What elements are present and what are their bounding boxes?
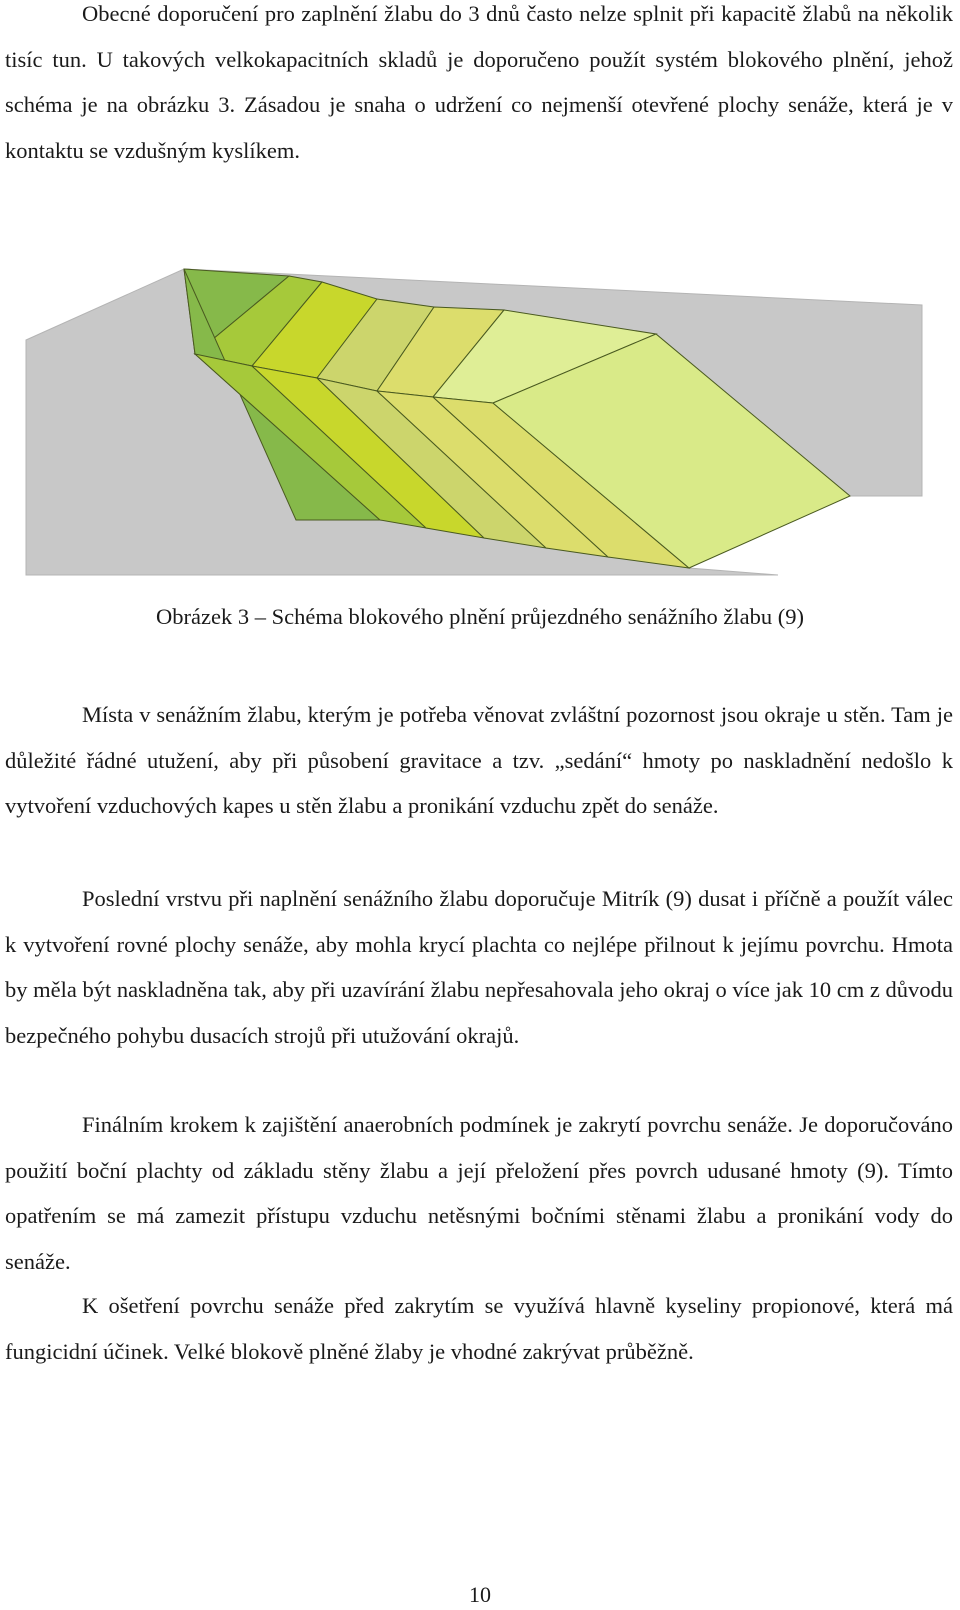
page-number: 10 <box>469 1582 491 1607</box>
paragraph-wall-edges: Místa v senážním žlabu, kterým je potřeba věnovat zvláštní pozornost jsou okraje u stěn. Tam je důležité řádné utužení, aby při působení gravitace a tzv. „sedání“ hmoty po naskladnění nedošlo k vytvoření vzduchových kapes u stěn žlabu a pronikání vzduchu zpět do senáže. <box>5 702 953 818</box>
paragraph-block-filling-intro: Obecné doporučení pro zaplnění žlabu do 3 dnů často nelze splnit při kapacitě žlabů na několik tisíc tun. U takových velkokapacitních skladů je doporučeno použít systém blokového plnění, jehož schéma je na obrázku 3. Zásadou je snaha o udržení co nejmenší otevřené plochy senáže, která je v kontaktu se vzdušným kyslíkem. <box>5 1 953 163</box>
silo-block-filling-diagram <box>20 262 940 594</box>
figure-caption: Obrázek 3 – Schéma blokového plnění průjezdného senážního žlabu (9) <box>156 604 804 629</box>
paragraph-surface-treatment: K ošetření povrchu senáže před zakrytím se využívá hlavně kyseliny propionové, která má fungicidní účinek. Velké blokově plněné žlaby je vhodné zakrývat průběžně. <box>5 1293 953 1364</box>
paragraph-covering: Finálním krokem k zajištění anaerobních podmínek je zakrytí povrchu senáže. Je doporučováno použití boční plachty od základu stěny žlabu a její přeložení přes povrch udusané hmoty (9). Tímto opatřením se má zamezit přístupu vzduchu netěsnými bočními stěnami žlabu a pronikání vody do senáže. <box>5 1112 953 1274</box>
paragraph-last-layer: Poslední vrstvu při naplnění senážního žlabu doporučuje Mitrík (9) dusat i příčně a použít válec k vytvoření rovné plochy senáže, aby mohla krycí plachta co nejlépe přilnout k jejímu povrchu. Hmota by měla být naskladněna tak, aby při uzavírání žlabu nepřesahovala jeho okraj o více jak 10 cm z důvodu bezpečného pohybu dusacích strojů při utužování okrajů. <box>5 886 953 1048</box>
